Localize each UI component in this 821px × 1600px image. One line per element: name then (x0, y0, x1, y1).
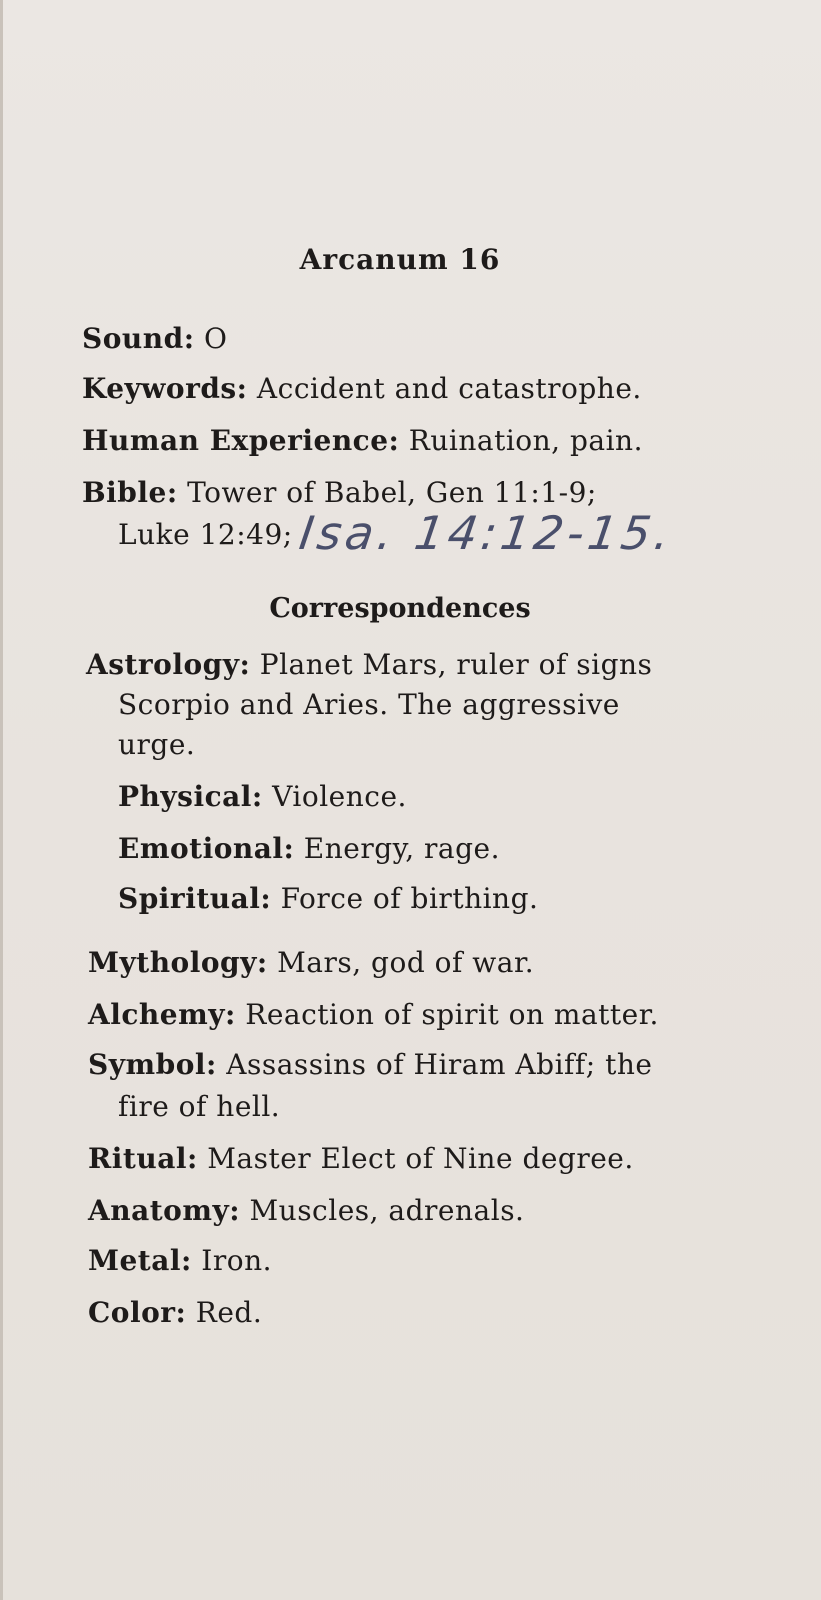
physical-line (118, 780, 407, 813)
ritual-line (88, 1142, 634, 1175)
astrology-line2 (118, 688, 620, 721)
mythology-value: Mars, god of war. (277, 946, 535, 979)
alchemy-value: Reaction of spirit on matter. (245, 998, 659, 1031)
keywords-value: Accident and catastrophe. (256, 372, 642, 405)
symbol-value-line1: Assassins of Hiram Abiff; the (226, 1048, 653, 1081)
metal-label: Metal: (88, 1244, 192, 1277)
bible-label: Bible: (82, 476, 178, 509)
human-experience-line (82, 424, 643, 457)
sound-label: Sound: (82, 322, 195, 355)
astrology-value-line2: Scorpio and Aries. The aggressive (118, 688, 620, 721)
mythology-label: Mythology: (88, 946, 268, 979)
mythology-line (88, 946, 534, 979)
astrology-value-line3: urge. (118, 728, 196, 761)
sound-line (82, 322, 227, 355)
anatomy-label: Anatomy: (88, 1194, 241, 1227)
emotional-value: Energy, rage. (303, 832, 501, 865)
handwritten-annotation: Isa. 14:12-15. (296, 506, 678, 560)
color-label: Color: (88, 1296, 187, 1329)
color-value: Red. (195, 1296, 263, 1329)
physical-value: Violence. (272, 780, 407, 813)
human-experience-value: Ruination, pain. (408, 424, 643, 457)
symbol-label: Symbol: (88, 1048, 217, 1081)
alchemy-line (88, 998, 659, 1031)
symbol-line (88, 1048, 652, 1081)
spiritual-label: Spiritual: (118, 882, 272, 915)
astrology-line (86, 648, 652, 681)
astrology-label: Astrology: (86, 648, 251, 681)
bible-value-line2: Luke 12:49; (118, 518, 293, 551)
emotional-line (118, 832, 500, 865)
spiritual-line (118, 882, 538, 915)
bible-value-line1: Tower of Babel, Gen 11:1-9; (187, 476, 597, 509)
ritual-value: Master Elect of Nine degree. (207, 1142, 634, 1175)
keywords-line (82, 372, 642, 405)
human-experience-label: Human Experience: (82, 424, 400, 457)
physical-label: Physical: (118, 780, 263, 813)
astrology-value-line1: Planet Mars, ruler of signs (259, 648, 653, 681)
symbol-value-line2: fire of hell. (118, 1090, 281, 1123)
bible-line2 (118, 518, 293, 551)
page-title: Arcanum 16 (299, 243, 501, 276)
anatomy-value: Muscles, adrenals. (249, 1194, 525, 1227)
anatomy-line (88, 1194, 524, 1227)
spiritual-value: Force of birthing. (280, 882, 539, 915)
keywords-label: Keywords: (82, 372, 248, 405)
symbol-line2 (118, 1090, 280, 1123)
sound-value: O (203, 322, 228, 355)
metal-line (88, 1244, 272, 1277)
ritual-label: Ritual: (88, 1142, 198, 1175)
color-line (88, 1296, 262, 1329)
correspondences-heading: Correspondences (269, 593, 531, 624)
alchemy-label: Alchemy: (88, 998, 236, 1031)
bible-line (82, 476, 597, 509)
metal-value: Iron. (201, 1244, 273, 1277)
astrology-line3 (118, 728, 195, 761)
emotional-label: Emotional: (118, 832, 295, 865)
